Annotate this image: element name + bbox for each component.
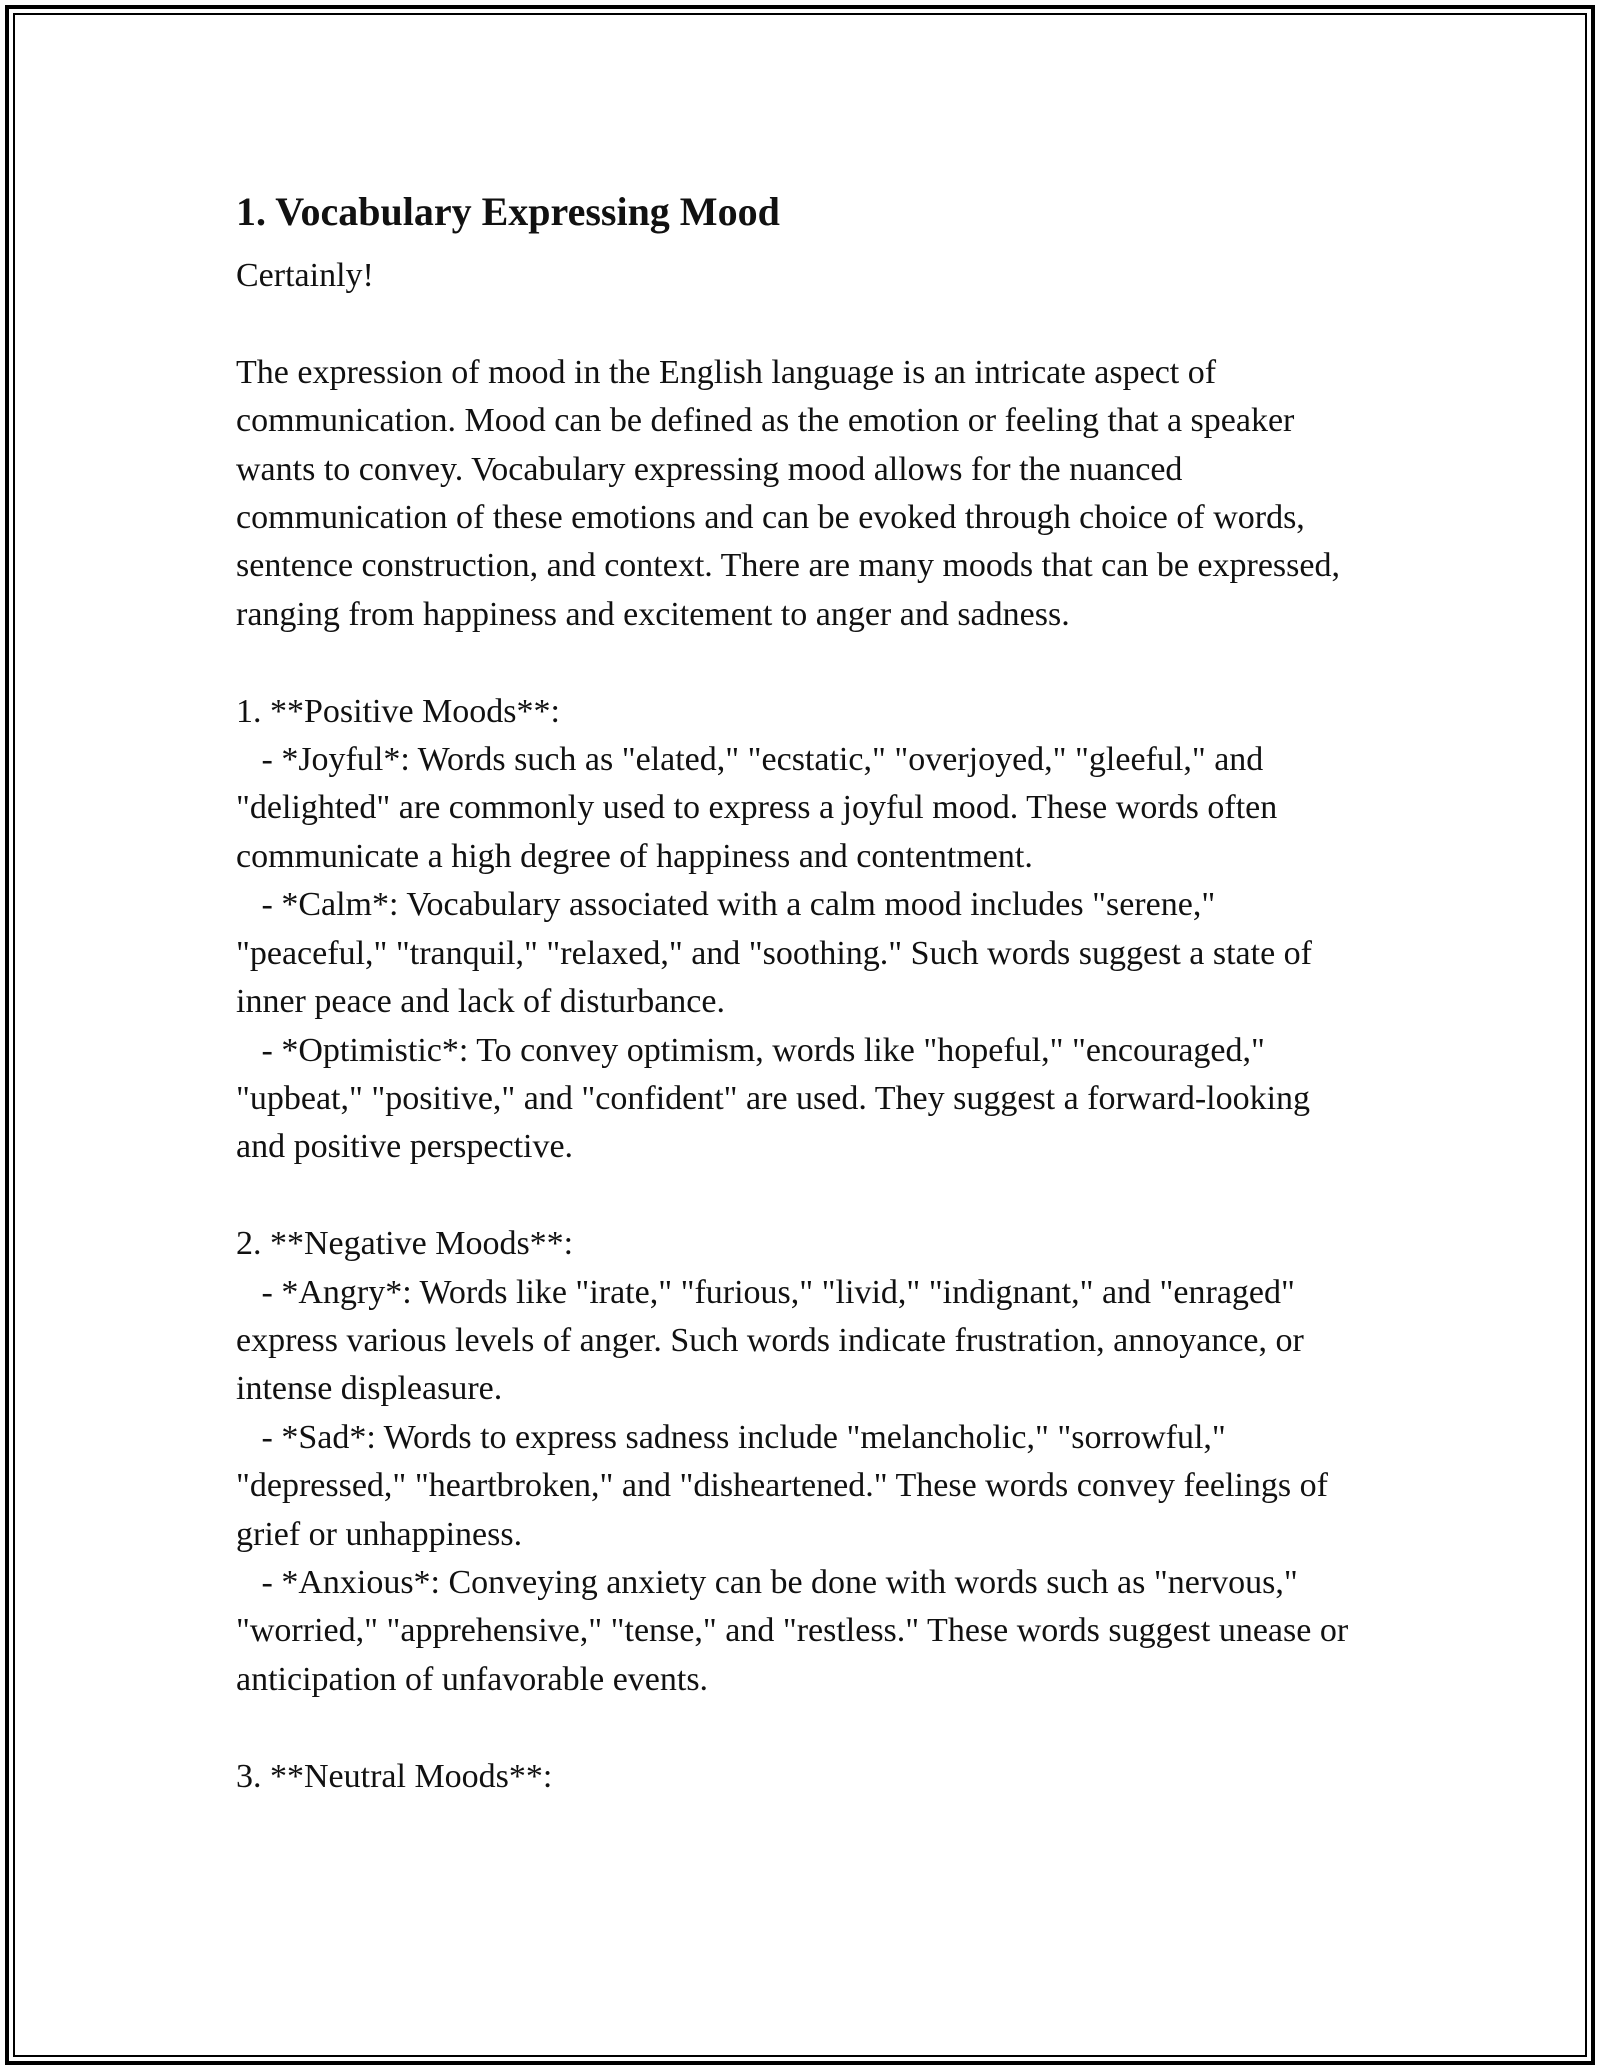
body-text: Certainly! The expression of mood in the English language is an intricate aspect of communication. Mood can be defined as the emotion or feeling that a speaker wants to convey. Vocabulary expressing mood allows for the nuanced communication of these emotions and can be evoked through choice of words, sentence construction, and context. There are many moods that can be expressed, ranging from happiness and excitement to anger and sadness. 1. **Positive Moods**: - *Joyful*: Words such as "elated," "ecstatic," "overjoyed," "gleeful," and "delighted" are commonly used to express a joyful mood. These words often communicate a high degree of happiness and contentment. - *Calm*: Vocabulary associated with a calm mood includes "serene," "peaceful," "tranquil," "relaxed," and "soothing." Such words suggest a state of inner peace and lack of disturbance. - *Optimistic*: To convey optimism, words like "hopeful," "encouraged," "upbeat," "positive," and "confident" are used. They suggest a forward-looking and positive perspective. 2. **Negative Moods**: - *Angry*: Words like "irate," "furious," "livid," "indignant," and "enraged" express various levels of anger. Such words indicate frustration, annoyance, or intense displeasure. - *Sad*: Words to express sadness include "melancholic," "sorrowful," "depressed," "heartbroken," and "disheartened." These words convey feelings of grief or unhappiness. - *Anxious*: Conveying anxiety can be done with words such as "nervous," "worried," "apprehensive," "tense," and "restless." These words suggest unease or anticipation of unfavorable events. 3. **Neutral Moods**: bbox=[236, 257, 1349, 1795]
document-content bbox=[236, 186, 1366, 1801]
section-heading: 1. Vocabulary Expressing Mood bbox=[236, 189, 780, 234]
